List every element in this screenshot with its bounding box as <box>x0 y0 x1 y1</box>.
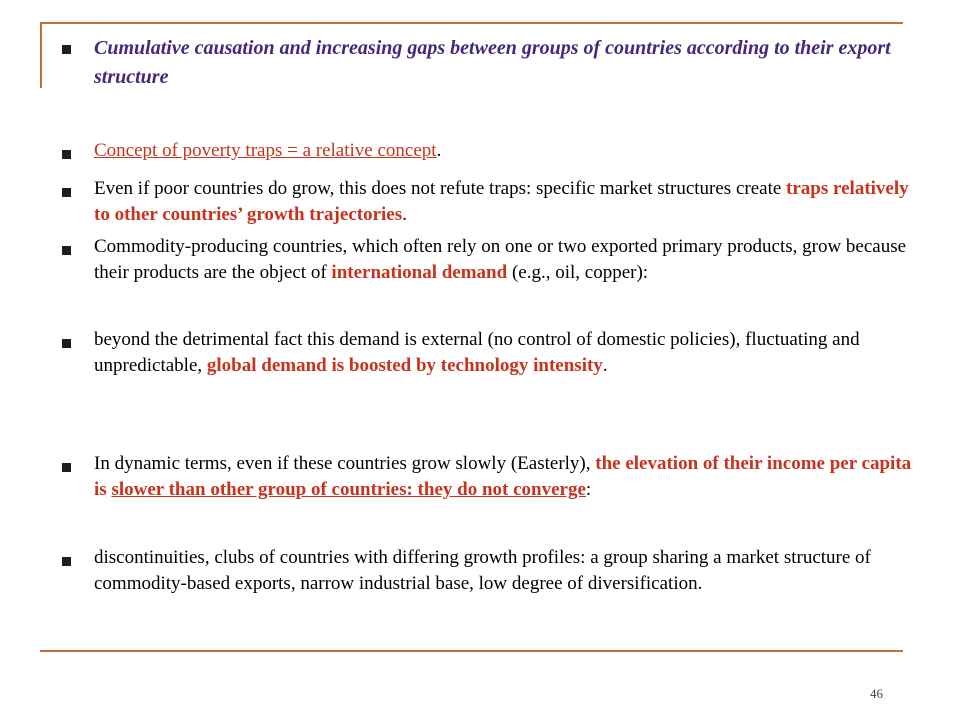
highlighted-phrase: the elevation of their income per capita is <box>94 453 912 500</box>
left-rule <box>40 22 42 88</box>
bullet-text-3: Commodity-producing countries, which often rely on one or two exported primary products, grow because their products are the object of international demand (e.g., oil, copper): <box>94 236 907 283</box>
bullet-icon <box>62 45 71 54</box>
highlighted-phrase: global demand is boosted by technology intensity <box>206 355 603 376</box>
bullet-icon <box>62 339 71 348</box>
bullet-icon <box>62 463 71 472</box>
bullet-text-1: Concept of poverty traps = a relative concept. <box>94 140 442 161</box>
bullet-text-4: beyond the detrimental fact this demand is external (no control of domestic policies), fluctuating and unpredictable, global demand is boosted by technology intensity. <box>94 329 860 376</box>
bullet-text-2: Even if poor countries do grow, this does not refute traps: specific market structures create traps relatively to other countries’ growth trajectories. <box>94 178 909 225</box>
bullet-icon <box>62 246 71 255</box>
bullet-icon <box>62 188 71 197</box>
bottom-rule <box>40 650 903 652</box>
slide-title: Cumulative causation and increasing gaps between groups of countries according to their export structure <box>94 37 891 88</box>
bullet-text-6: discontinuities, clubs of countries with differing growth profiles: a group sharing a market structure of commodity-based exports, narrow industrial base, low degree of diversification. <box>94 547 871 594</box>
bullet-icon <box>62 150 71 159</box>
underlined-phrase: Concept of poverty traps = a relative concept <box>94 140 437 161</box>
page-number: 46 <box>870 686 883 701</box>
highlighted-phrase: traps relatively to other countries’ growth trajectories <box>94 178 909 225</box>
top-rule <box>40 22 903 24</box>
underlined-highlighted-phrase: slower than other group of countries: they do not converge <box>111 479 586 500</box>
bullet-icon <box>62 557 71 566</box>
bullet-text-5: In dynamic terms, even if these countries grow slowly (Easterly), the elevation of their income per capita is slower than other group of countries: they do not converge: <box>94 453 912 500</box>
highlighted-phrase: international demand <box>331 262 508 283</box>
